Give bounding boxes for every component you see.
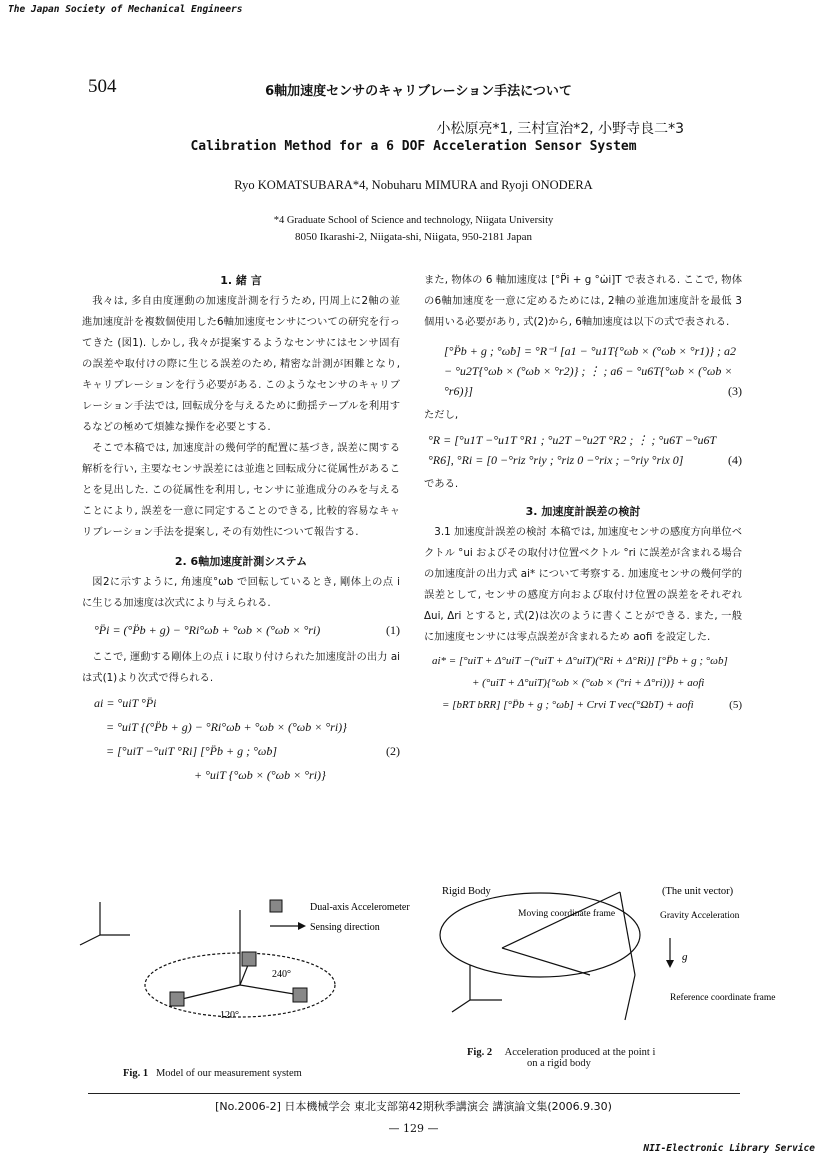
- section-3-1-paragraph: 3.1 加速度計誤差の検討 本稿では, 加速度センサの感度方向単位ベクトル °ui およびその取付け位置ベクトル °ri に誤差が含まれる場合の加速度計の出力式 ai* について考察する. 加速度センサの幾何学的誤差として, センサの感度方向および取付け位置の誤差をそれぞれ Δui, Δri とすると, 式(2)は次のように書くことができる. また, 一般に加速度センサには零点誤差が含まれるため aofi を設定した.: [424, 526, 742, 643]
- equation-1-body: °P̈i = (°P̈b + g) − °Ri°ω̇b + °ωb × (°ωb × °ri): [94, 623, 321, 637]
- paper-number: 504: [88, 76, 117, 97]
- nii-footer: NII-Electronic Library Service: [643, 1143, 815, 1154]
- authors-japanese: 小松原亮*1, 三村宣治*2, 小野寺良二*3: [436, 121, 684, 137]
- page-number: — 129 —: [388, 1122, 439, 1135]
- angle-240-label: 240°: [272, 969, 291, 980]
- equation-2-line-3: [94, 739, 400, 763]
- figure-2-caption-text-1: Acceleration produced at the point i: [504, 1047, 656, 1058]
- gravity-symbol: g: [682, 951, 688, 963]
- society-header: The Japan Society of Mechanical Engineers: [8, 4, 243, 15]
- equation-4-body: °R = [°u1T −°u1T °R1 ; °u2T −°u2T °R2 ; ⋮ ; °u6T −°u6T °R6], °Ri = [0 −°riz °riy ; °riz 0 −°rix ; −°riy °rix 0]: [428, 433, 716, 467]
- figure-2-caption: [467, 1047, 655, 1069]
- figure-1-diagram: [40, 880, 420, 1055]
- equation-1-number: (1): [386, 623, 400, 637]
- right-column: [424, 270, 742, 718]
- figure-2-caption-label: Fig. 2: [467, 1047, 493, 1058]
- accelerometer-1: [170, 992, 184, 1006]
- equation-2-line-4: + °uiT {°ωb × (°ωb × °ri)}: [194, 768, 326, 782]
- left-column: [82, 270, 400, 789]
- section-1-paragraph-2: そこで本稿では, 加速度計の幾何学的配置に基づき, 誤差に関する解析を行い, 主要なセンサ誤差には並進と回転成分に従属性があることを見出した. この従属性を利用し, センサに並進成分のみを与えることにより, 誤差を一意に同定することのできる, 比較的容易なキャリブレーション手法を提案し, その有効性について報告する.: [82, 442, 400, 538]
- figure-1-caption-text: Model of our measurement system: [155, 1068, 302, 1079]
- dearu-text: である.: [424, 478, 459, 490]
- equation-5-number: (5): [729, 699, 742, 711]
- title-japanese: 6軸加速度センサのキャリブレーション手法について: [265, 84, 572, 99]
- radius-line-2: [240, 985, 300, 995]
- gravity-label: Gravity Acceleration: [660, 911, 740, 921]
- section-1-paragraph-1: 我々は, 多自由度運動の加速度計測を行うため, 円周上に2軸の並進加速度計を複数個使用した6軸加速度センサについての研究を行ってきた (図1). しかし, 我々が提案するようなセンサにはセンサ固有の誤差や取付けの際に生じる誤差のため, 精密な計測が困難となり, キャリブレーションを行う必要がある. このようなセンサのキャリブレーション手法では, 回転成分を与えるために動揺テーブルを利用するなどの極めて煩雑な操作を必要とする.: [82, 295, 400, 433]
- figure-2-diagram: [430, 880, 776, 1040]
- figure-1-caption: [123, 1068, 302, 1079]
- affiliation-line-2: 8050 Ikarashi-2, Niigata-shi, Niigata, 950-2181 Japan: [294, 231, 533, 243]
- gravity-arrowhead: [666, 960, 674, 968]
- legend-arrowhead: [298, 922, 306, 930]
- xb-axis: [80, 935, 100, 945]
- equation-2-line-1: ai = °uiT °P̈i: [94, 696, 157, 710]
- equation-3: [444, 341, 742, 401]
- section-2-paragraph-2: ここで, 運動する剛体上の点 i に取り付けられた加速度計の出力 ai は式(1)より次式で得られる.: [82, 651, 400, 684]
- equation-2-line-2: = °uiT {(°P̈b + g) − °Ri°ω̇b + °ωb × (°ωb × °ri)}: [106, 720, 347, 734]
- reference-frame-label: Reference coordinate frame: [670, 993, 776, 1003]
- footer-text: [No.2006-2] 日本機械学会 東北支部第42期秋季講演会 講演論文集(2006.9.30): [215, 1100, 612, 1113]
- figure-1-caption-label: Fig. 1: [123, 1068, 149, 1079]
- moving-frame-label: Moving coordinate frame: [518, 909, 616, 919]
- accelerometer-2: [293, 988, 307, 1002]
- rigid-body-ellipse: [440, 893, 640, 977]
- equation-5-line-2: + (°uiT + Δ°uiT){°ωb × (°ωb × (°ri + Δ°ri))} + aofi: [472, 677, 705, 689]
- equation-5: [432, 650, 742, 716]
- equation-5-line-3-body: = [bRT bRR] [°P̈b + g ; °ω̇b] + Crvi T vec(°ΩbT) + aofi: [442, 699, 694, 711]
- right-paragraph-1: また, 物体の 6 軸加速度は [°P̈i + g °ω̇i]T で表される. ここで, 物体の6軸加速度を一意に定めるためには, 2軸の並進加速度計を最低 3 個用いる必要があり, 式(2)から, 6軸加速度は以下の式で表される.: [424, 274, 742, 328]
- reference-origin-line: [625, 975, 635, 1020]
- angle-120-label: 120°: [220, 1010, 239, 1021]
- equation-5-line-1: ai* = [°uiT + Δ°uiT −(°uiT + Δ°uiT)(°Ri + Δ°Ri)] [°P̈b + g ; °ω̇b]: [432, 655, 728, 667]
- equation-2-line-3-body: = [°uiT −°uiT °Ri] [°P̈b + g ; °ω̇b]: [106, 744, 278, 758]
- section-3-heading: 3. 加速度計誤差の検討: [525, 505, 641, 518]
- equation-3-number: (3): [728, 384, 742, 398]
- vector-p-i: [620, 892, 635, 975]
- figure-2-caption-text-2: on a rigid body: [527, 1058, 591, 1069]
- equation-2: [94, 691, 400, 787]
- unit-vector-label: (The unit vector): [662, 886, 734, 897]
- radius-line: [178, 985, 240, 1000]
- authors-english: Ryo KOMATSUBARA*4, Nobuharu MIMURA and Ryoji ONODERA: [234, 178, 593, 192]
- footer-rule: [88, 1093, 740, 1094]
- equation-4: [428, 430, 742, 470]
- section-2-paragraph-1: 図2に示すように, 角速度°ωb で回転しているとき, 剛体上の点 i に生じる加速度は次式により与えられる.: [82, 576, 400, 609]
- equation-3-body: [°P̈b + g ; °ω̇b] = °R⁻¹ [a1 − °u1T{°ωb × (°ωb × °r1)} ; a2 − °u2T{°ωb × (°ωb × °r2)} ; ⋮ ; a6 − °u6T{°ωb × (°ωb × °r6)}]: [444, 344, 737, 398]
- equation-2-number: (2): [386, 744, 400, 758]
- title-english: Calibration Method for a 6 DOF Acceleration Sensor System: [190, 139, 637, 154]
- legend-accelerometer-label: Dual-axis Accelerometer: [310, 902, 410, 913]
- x-axis: [452, 1000, 470, 1012]
- tadashi-text: ただし,: [424, 409, 459, 421]
- rigid-body-label: Rigid Body: [442, 886, 491, 897]
- equation-4-number: (4): [728, 453, 742, 467]
- accelerometer-3: [242, 952, 256, 966]
- equation-1: [94, 620, 400, 641]
- legend-accelerometer-icon: [270, 900, 282, 912]
- section-1-heading: 1. 緒 言: [220, 274, 262, 287]
- vector-r-i: [502, 892, 620, 948]
- equation-5-line-3: [432, 694, 742, 716]
- vector-p-b: [502, 948, 590, 975]
- legend-sensing-label: Sensing direction: [310, 922, 380, 933]
- section-2-heading: 2. 6軸加速度計測システム: [174, 555, 308, 568]
- affiliation-line-1: *4 Graduate School of Science and technology, Niigata University: [273, 215, 554, 226]
